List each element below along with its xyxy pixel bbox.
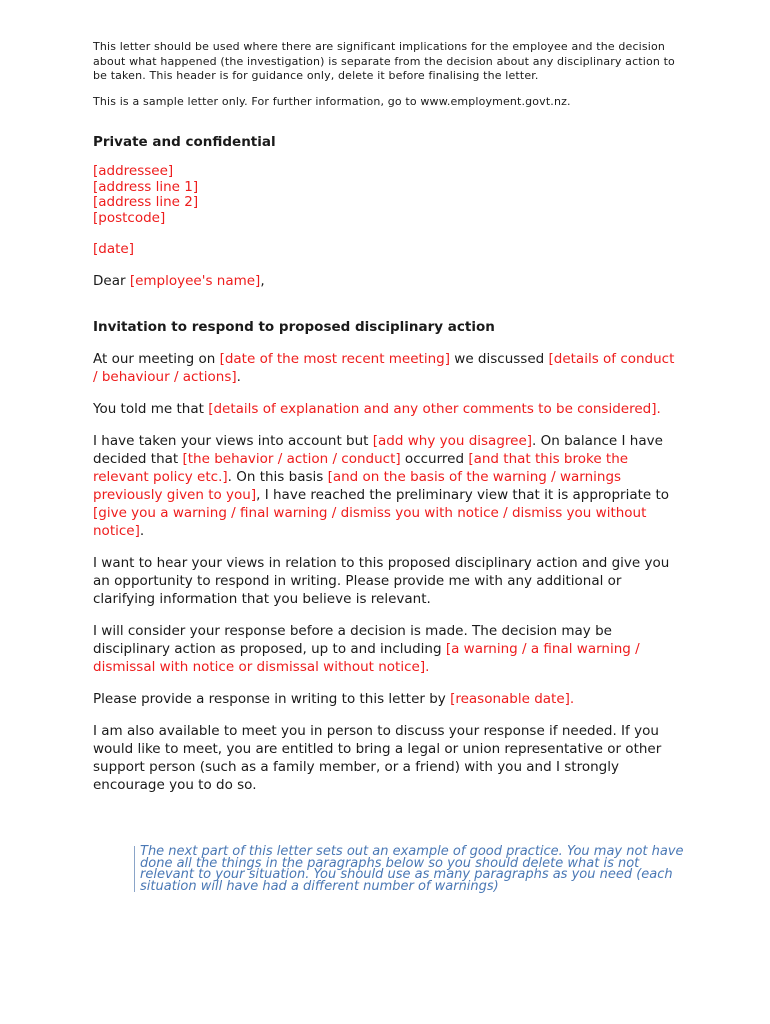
text: Please provide a response in writing to this letter by xyxy=(93,691,451,708)
salutation-dear: Dear xyxy=(93,273,130,290)
disagree-reason-placeholder: [add why you disagree] xyxy=(372,433,533,450)
possible-outcome-placeholder: [a warning / a final warning / dismissal with notice or dismissal without notice]. xyxy=(93,641,640,676)
text: . On this basis xyxy=(227,469,328,486)
confidential-heading: Private and confidential xyxy=(93,134,276,151)
text: . On balance I have decided that xyxy=(93,433,663,468)
text: I have taken your views into account but xyxy=(93,433,373,450)
text: . xyxy=(236,369,241,386)
address-block xyxy=(93,164,683,226)
salutation xyxy=(93,272,683,290)
text: we discussed xyxy=(449,351,549,368)
policy-breach-placeholder: [and that this broke the relevant policy etc.] xyxy=(93,451,629,486)
letter-page xyxy=(93,40,683,794)
postcode-placeholder: [postcode] xyxy=(93,209,166,226)
salutation-comma: , xyxy=(260,273,265,290)
address-line-2-placeholder: [address line 2] xyxy=(93,194,199,211)
letter-subject: Invitation to respond to proposed disciplinary action xyxy=(93,319,495,336)
paragraph-meeting xyxy=(93,350,683,386)
guidance-sample-note: This is a sample letter only. For further information, go to www.employment.govt.nz. xyxy=(93,94,571,108)
paragraph-views xyxy=(93,432,683,540)
guidance-paragraph: This letter should be used where there are significant implications for the employee and the decision about what happened (the investigation) is separate from the decision about any disciplinary action to be taken. This header is for guidance only, delete it before finalising the letter. xyxy=(93,40,675,83)
text: . xyxy=(139,523,145,540)
addressee-placeholder: [addressee] xyxy=(93,163,174,180)
reasonable-date-placeholder: [reasonable date]. xyxy=(450,691,575,708)
text: You told me that xyxy=(93,401,209,418)
paragraph-consider-response xyxy=(93,622,683,676)
meeting-date-placeholder: [date of the most recent meeting] xyxy=(219,351,450,368)
text: At our meeting on xyxy=(93,351,220,368)
paragraph-meet-in-person: I am also available to meet you in person to discuss your response if needed. If you would like to meet, you are entitled to bring a legal or union representative or other support person (such as a family member, or a friend) with you and I strongly encourage you to do so. xyxy=(93,723,662,794)
explanation-placeholder: [details of explanation and any other comments to be considered]. xyxy=(208,401,661,418)
proposed-action-placeholder: [give you a warning / final warning / dismiss you with notice / dismiss you without notice] xyxy=(93,505,647,540)
guidance-note: The next part of this letter sets out an example of good practice. You may not have done all the things in the paragraphs below so you should delete what is not relevant to your situation. You should use as many paragraphs as you need (each situation will have had a different number of warnings) xyxy=(134,846,688,892)
text: I will consider your response before a decision is made. The decision may be disciplinary action as proposed, up to and including xyxy=(93,623,612,658)
paragraph-hear-views: I want to hear your views in relation to this proposed disciplinary action and give you an opportunity to respond in writing. Please provide me with any additional or clarifying information that you believe is relevant. xyxy=(93,555,670,608)
previous-warnings-placeholder: [and on the basis of the warning / warnings previously given to you] xyxy=(93,469,622,504)
employee-name-placeholder: [employee's name] xyxy=(129,273,261,290)
paragraph-response-date xyxy=(93,690,683,708)
text: , I have reached the preliminary view that it is appropriate to xyxy=(256,487,670,504)
date-placeholder: [date] xyxy=(93,241,134,258)
address-line-1-placeholder: [address line 1] xyxy=(93,178,199,195)
conduct-details-placeholder: [details of conduct / behaviour / actions] xyxy=(93,351,675,386)
text: occurred xyxy=(400,451,469,468)
behavior-placeholder: [the behavior / action / conduct] xyxy=(182,451,401,468)
paragraph-explanation xyxy=(93,400,683,418)
